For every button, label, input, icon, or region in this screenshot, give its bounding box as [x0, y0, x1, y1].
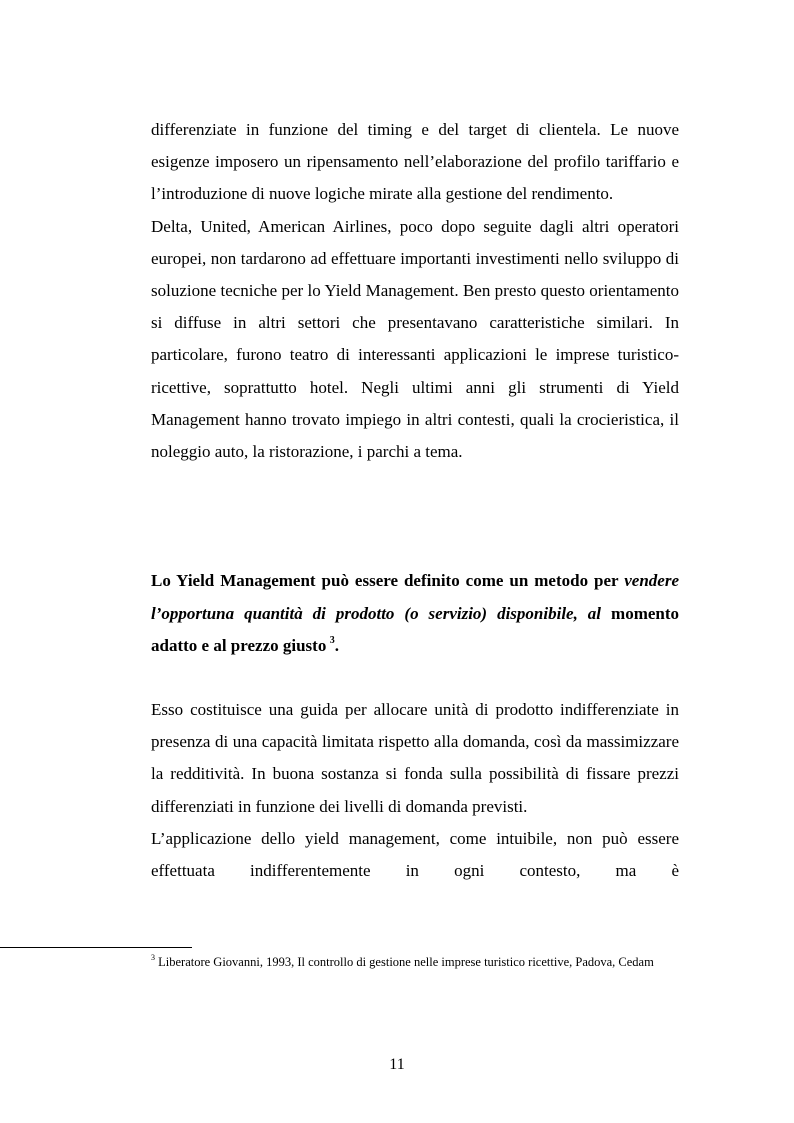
paragraph-2: Delta, United, American Airlines, poco dopo seguite dagli altri operatori europei, non tardarono ad effettuare importanti investimenti nello sviluppo di soluzione tecniche per lo Yield Management. Ben presto questo orientamento si diffuse in altri settori che presentavano caratteristiche similari. In particolare, furono teatro di interessanti applicazioni le imprese turistico-ricettive, soprattutto hotel. Negli ultimi anni gli strumenti di Yield Management hanno trovato impiego in altri contesti, quali la crocieristica, il noleggio auto, la ristorazione, i parchi a tema.: [151, 216, 679, 462]
definition-lead: Lo Yield Management può essere definito come un metodo per: [151, 571, 619, 590]
footnote-separator: [0, 947, 192, 948]
footnote-text: Liberatore Giovanni, 1993, Il controllo di gestione nelle imprese turistico ricettive, Padova, Cedam: [158, 955, 654, 969]
footnote: [151, 954, 679, 970]
footnote-reference: 3: [329, 635, 335, 647]
definition-end: .: [334, 636, 339, 655]
paragraph-4: L’applicazione dello yield management, come intuibile, non può essere effettuata indifferentemente in ogni contesto, ma è: [151, 828, 679, 881]
page-number: 11: [389, 1056, 405, 1073]
definition-tail: momento adatto e al prezzo giusto: [151, 603, 680, 655]
paragraph-1: differenziate in funzione del timing e del target di clientela. Le nuove esigenze imposero un ripensamento nell’elaborazione del profilo tariffario e l’introduzione di nuove logiche mirate alla gestione del rendimento.: [151, 120, 679, 204]
body-text-top: [151, 114, 679, 468]
definition-paragraph: [151, 565, 679, 663]
definition-italic: vendere l’opportuna quantità di prodotto (o servizio) disponibile, al: [151, 571, 679, 623]
body-text-bottom: [151, 694, 679, 887]
paragraph-3: Esso costituisce una guida per allocare unità di prodotto indifferenziate in presenza di una capacità limitata rispetto alla domanda, così da massimizzare la redditività. In buona sostanza si fonda sulla possibilità di fissare prezzi differenziati in funzione dei livelli di domanda previsti.: [151, 700, 679, 816]
footnote-number: 3: [151, 952, 155, 962]
